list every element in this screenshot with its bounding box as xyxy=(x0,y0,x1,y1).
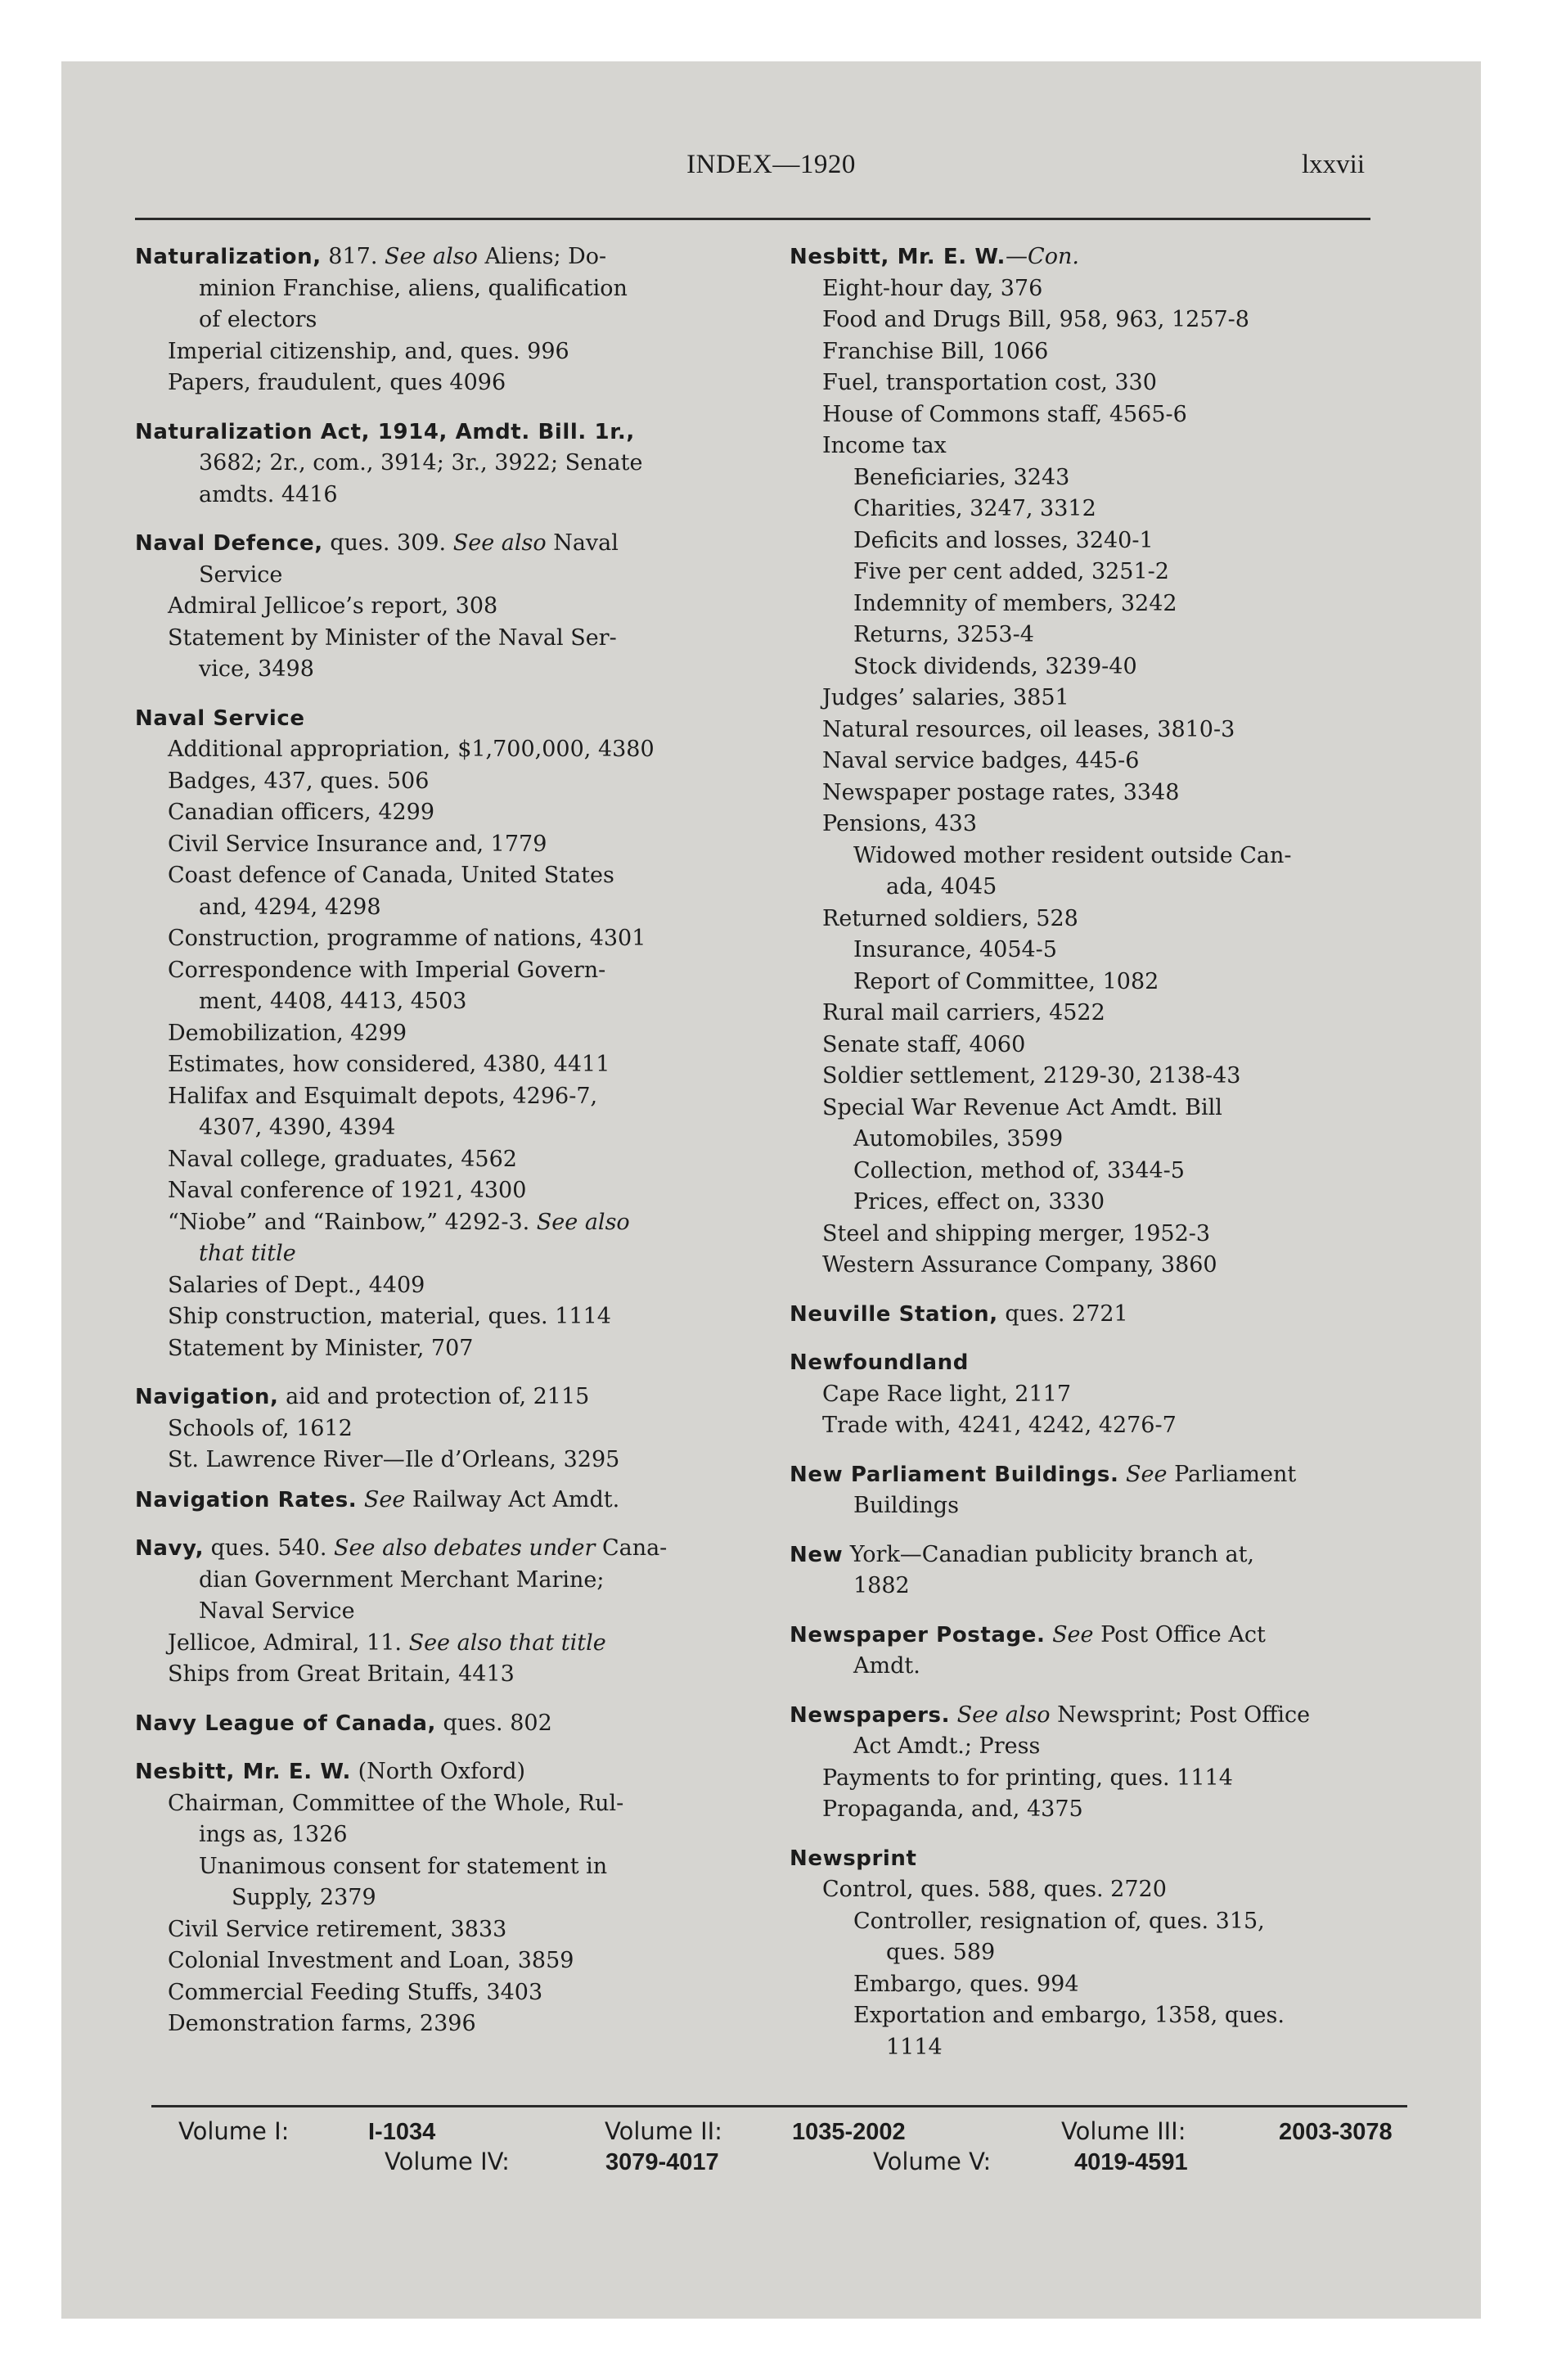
entry-subline xyxy=(135,560,822,592)
index-entry xyxy=(135,528,822,686)
entry-text: ques. 589 xyxy=(886,1940,996,1965)
volume-2-label: Volume II: xyxy=(605,2117,722,2145)
entry-text: Naval xyxy=(546,530,619,556)
entry-subline xyxy=(790,1651,1405,1683)
entry-text: Control, ques. 588, ques. 2720 xyxy=(822,1877,1167,1902)
right-column xyxy=(790,241,1405,2080)
entry-subline xyxy=(790,557,1405,588)
entry-subline xyxy=(790,367,1405,399)
entry-text: Salaries of Dept., 4409 xyxy=(168,1272,425,1298)
entry-text: Cana- xyxy=(595,1535,668,1561)
entry-text: 4307, 4390, 4394 xyxy=(199,1115,396,1140)
left-column xyxy=(135,241,822,2058)
index-entry xyxy=(790,1620,1405,1683)
entry-subline xyxy=(135,1914,822,1946)
entry-text xyxy=(1118,1462,1126,1487)
headword: Navigation Rates. xyxy=(135,1487,358,1512)
headword: Naturalization, xyxy=(135,245,322,269)
entry-text: Fuel, transportation cost, 330 xyxy=(822,370,1157,395)
entry-subline xyxy=(135,304,822,336)
entry-text: Admiral Jellicoe’s report, 308 xyxy=(168,593,498,619)
entry-text: House of Commons staff, 4565-6 xyxy=(822,401,1187,427)
entry-subline xyxy=(790,1937,1405,1969)
entry-subline xyxy=(790,778,1405,809)
entry-subline xyxy=(135,1659,822,1691)
entry-subline xyxy=(135,766,822,798)
entry-text: St. Lawrence River—Ile d’Orleans, 3295 xyxy=(168,1447,620,1472)
entry-text: Construction, programme of nations, 4301 xyxy=(168,926,646,951)
entry-subline xyxy=(790,525,1405,557)
entry-text: Demonstration farms, 2396 xyxy=(168,2011,476,2036)
entry-subline xyxy=(790,588,1405,620)
entry-subline xyxy=(135,480,822,512)
entry-text: Railway Act Amdt. xyxy=(405,1486,620,1512)
entry-subline xyxy=(790,1124,1405,1156)
entry-text: Unanimous consent for statement in xyxy=(199,1853,608,1879)
entry-text: 817. xyxy=(321,244,385,269)
entry-text: Cape Race light, 2117 xyxy=(822,1381,1072,1407)
entry-subline xyxy=(790,1763,1405,1795)
entry-text: Newsprint; Post Office xyxy=(1050,1702,1311,1728)
entry-text: Buildings xyxy=(853,1493,959,1518)
entry-subline xyxy=(135,797,822,829)
entry-text xyxy=(357,1487,364,1512)
entry-text: Statement by Minister, 707 xyxy=(168,1335,474,1361)
entry-text: Insurance, 4054-5 xyxy=(853,937,1057,962)
entry-subline xyxy=(135,1628,822,1660)
entry-text: Ship construction, material, ques. 1114 xyxy=(168,1304,611,1329)
entry-text: 1882 xyxy=(853,1573,910,1598)
entry-subline xyxy=(135,1445,822,1476)
entry-text: Trade with, 4241, 4242, 4276-7 xyxy=(822,1413,1177,1438)
headword: Nesbitt, Mr. E. W. xyxy=(790,245,1006,269)
headword: Naval Defence, xyxy=(135,531,323,556)
entry-heading-line xyxy=(790,1459,1405,1491)
entry-subline xyxy=(135,1788,822,1820)
index-entry xyxy=(790,1299,1405,1331)
entry-text: Civil Service Insurance and, 1779 xyxy=(168,831,547,857)
entry-subline xyxy=(790,1187,1405,1219)
see-reference: See also xyxy=(956,1702,1051,1728)
entry-subline xyxy=(790,872,1405,904)
entry-text: Collection, method of, 3344-5 xyxy=(853,1157,1185,1183)
volume-4-range: 3079-4017 xyxy=(605,2149,719,2175)
headword: Newfoundland xyxy=(790,1350,969,1375)
entry-text: Naval Service xyxy=(199,1598,355,1624)
entry-text: Soldier settlement, 2129-30, 2138-43 xyxy=(822,1063,1241,1089)
volume-1-label: Volume I: xyxy=(178,2117,290,2145)
entry-text: Special War Revenue Act Amdt. Bill xyxy=(822,1094,1222,1120)
entry-text: Papers, fraudulent, ques 4096 xyxy=(168,370,506,395)
entry-subline xyxy=(135,892,822,924)
entry-subline xyxy=(790,998,1405,1030)
entry-subline xyxy=(790,809,1405,841)
entry-text: Amdt. xyxy=(853,1653,920,1679)
entry-text: amdts. 4416 xyxy=(199,481,338,507)
index-page xyxy=(61,61,1481,2319)
entry-heading-line xyxy=(790,1347,1405,1379)
entry-heading-line xyxy=(790,1539,1405,1571)
entry-subline xyxy=(135,654,822,686)
entry-text: vice, 3498 xyxy=(199,656,314,682)
entry-subline xyxy=(135,1413,822,1445)
entry-subline xyxy=(790,1794,1405,1826)
entry-subline xyxy=(135,336,822,368)
entry-subline xyxy=(790,1061,1405,1093)
entry-text: Automobiles, 3599 xyxy=(853,1126,1064,1152)
entry-heading-line xyxy=(135,1485,822,1517)
entry-text: Five per cent added, 3251-2 xyxy=(853,559,1169,584)
entry-text: Eight-hour day, 376 xyxy=(822,275,1043,301)
entry-subline xyxy=(135,986,822,1018)
entry-subline xyxy=(790,304,1405,336)
entry-heading-line xyxy=(135,241,822,273)
entry-subline xyxy=(790,746,1405,778)
entry-text: ment, 4408, 4413, 4503 xyxy=(199,989,467,1014)
see-reference: See also xyxy=(536,1209,630,1235)
entry-text: Additional appropriation, $1,700,000, 4380 xyxy=(168,737,655,762)
entry-subline xyxy=(135,1112,822,1144)
entry-subline xyxy=(790,1030,1405,1062)
see-reference: See xyxy=(363,1486,406,1512)
entry-subline xyxy=(135,1565,822,1597)
entry-subline xyxy=(135,1238,822,1270)
entry-text: Colonial Investment and Loan, 3859 xyxy=(168,1948,574,1973)
entry-text: 3682; 2r., com., 3914; 3r., 3922; Senate xyxy=(199,450,643,476)
entry-text: ings as, 1326 xyxy=(199,1822,348,1847)
volume-2-range: 1035-2002 xyxy=(792,2119,906,2145)
see-reference: See also xyxy=(452,530,547,556)
volume-4-label: Volume IV: xyxy=(385,2148,510,2175)
entry-subline xyxy=(790,935,1405,967)
entry-subline xyxy=(135,2008,822,2040)
entry-text: of electors xyxy=(199,307,317,332)
entry-subline xyxy=(790,1490,1405,1522)
entry-text: Naval service badges, 445-6 xyxy=(822,748,1140,773)
entry-subline xyxy=(790,683,1405,714)
entry-text: minion Franchise, aliens, qualification xyxy=(199,275,628,301)
index-entry xyxy=(135,1533,822,1691)
entry-subline xyxy=(135,1081,822,1113)
entry-text: Senate staff, 4060 xyxy=(822,1031,1026,1057)
entry-subline xyxy=(135,1018,822,1050)
see-reference: See also xyxy=(385,244,478,269)
headword: Naturalization Act, 1914, Amdt. Bill. 1r., xyxy=(135,419,635,444)
entry-subline xyxy=(135,1596,822,1628)
entry-subline xyxy=(135,623,822,655)
entry-subline xyxy=(135,1945,822,1977)
entry-text: Chairman, Committee of the Whole, Rul- xyxy=(168,1790,624,1816)
page-number: lxxvii xyxy=(1301,150,1365,179)
entry-subline xyxy=(135,734,822,766)
entry-subline xyxy=(790,1250,1405,1282)
entry-subline xyxy=(790,430,1405,462)
entry-text: York—Canadian publicity branch at, xyxy=(843,1541,1255,1567)
entry-text: Judges’ salaries, 3851 xyxy=(822,685,1069,710)
entry-text: Income tax xyxy=(822,433,947,458)
entry-text: Charities, 3247, 3312 xyxy=(853,496,1096,521)
index-entry xyxy=(135,1756,822,2040)
entry-text: Demobilization, 4299 xyxy=(168,1020,407,1046)
entry-subline xyxy=(790,904,1405,935)
volume-3-label: Volume III: xyxy=(1061,2117,1186,2145)
index-entry xyxy=(135,241,822,399)
entry-subline xyxy=(790,1410,1405,1442)
entry-subline xyxy=(790,1571,1405,1602)
entry-subline xyxy=(135,367,822,399)
entry-heading-line xyxy=(135,1708,822,1740)
entry-subline xyxy=(790,494,1405,525)
index-entry xyxy=(135,1485,822,1517)
see-reference: See also debates under xyxy=(334,1535,596,1561)
entry-subline xyxy=(790,2032,1405,2064)
index-entry xyxy=(135,703,822,1365)
entry-subline xyxy=(135,1175,822,1207)
volume-5-range: 4019-4591 xyxy=(1074,2149,1188,2175)
entry-text: Controller, resignation of, ques. 315, xyxy=(853,1908,1265,1934)
index-entry xyxy=(790,1347,1405,1442)
index-entry xyxy=(790,1459,1405,1522)
entry-text: Propaganda, and, 4375 xyxy=(822,1796,1083,1822)
header-rule xyxy=(135,218,1370,220)
entry-subline xyxy=(790,2000,1405,2032)
entry-subline xyxy=(790,336,1405,368)
entry-text: Stock dividends, 3239-40 xyxy=(853,653,1137,679)
entry-text: Rural mail carriers, 4522 xyxy=(822,1000,1105,1025)
entry-heading-line xyxy=(135,1382,822,1413)
entry-text: Returned soldiers, 528 xyxy=(822,905,1078,931)
entry-text: Schools of, 1612 xyxy=(168,1415,353,1441)
entry-subline xyxy=(135,1049,822,1081)
entry-text: Correspondence with Imperial Govern- xyxy=(168,957,606,983)
entry-text: Beneficiaries, 3243 xyxy=(853,464,1070,490)
entry-subline xyxy=(135,1270,822,1302)
entry-subline xyxy=(135,923,822,955)
entry-heading-line xyxy=(790,1700,1405,1732)
entry-heading-line xyxy=(790,241,1405,273)
entry-text: Natural resources, oil leases, 3810-3 xyxy=(822,716,1235,742)
entry-text: Payments to for printing, ques. 1114 xyxy=(822,1765,1233,1791)
entry-text: ques. 540. xyxy=(204,1535,335,1561)
entry-text: Exportation and embargo, 1358, ques. xyxy=(853,2003,1285,2028)
entry-text: Deficits and losses, 3240-1 xyxy=(853,527,1154,553)
see-reference: that title xyxy=(199,1241,296,1266)
entry-text: Jellicoe, Admiral, 11. xyxy=(168,1629,409,1656)
headword: Nesbitt, Mr. E. W. xyxy=(135,1760,352,1784)
headword: Naval Service xyxy=(135,705,305,731)
entry-text: Supply, 2379 xyxy=(232,1885,376,1910)
entry-subline xyxy=(135,829,822,861)
entry-subline xyxy=(790,399,1405,431)
running-title: INDEX—1920 xyxy=(686,150,856,179)
entry-subline xyxy=(135,1333,822,1365)
entry-heading-line xyxy=(135,1533,822,1565)
volume-1-range: I-1034 xyxy=(368,2119,436,2145)
entry-subline xyxy=(790,651,1405,683)
entry-subline xyxy=(790,620,1405,651)
entry-text: 1114 xyxy=(886,2034,943,2060)
index-entry xyxy=(790,1700,1405,1826)
see-reference: Con. xyxy=(1028,244,1079,269)
entry-heading-line xyxy=(135,528,822,560)
headword: Newspaper Postage. xyxy=(790,1622,1046,1648)
entry-text: Post Office Act xyxy=(1093,1621,1266,1648)
entry-text: “Niobe” and “Rainbow,” 4292-3. xyxy=(168,1209,537,1235)
entry-subline xyxy=(135,860,822,892)
entry-text: ques. 802 xyxy=(435,1710,552,1736)
entry-subline xyxy=(790,1379,1405,1411)
entry-text: Coast defence of Canada, United States xyxy=(168,863,614,888)
index-entry xyxy=(135,1382,822,1476)
entry-text: Franchise Bill, 1066 xyxy=(822,338,1049,364)
entry-text: Civil Service retirement, 3833 xyxy=(168,1916,507,1942)
see-reference: See also that title xyxy=(408,1629,606,1656)
headword: Newspapers. xyxy=(790,1702,951,1728)
entry-text: and, 4294, 4298 xyxy=(199,894,381,920)
entry-heading-line xyxy=(790,1299,1405,1331)
entry-text: Imperial citizenship, and, ques. 996 xyxy=(168,338,569,364)
entry-text: Act Amdt.; Press xyxy=(853,1733,1041,1759)
index-entry xyxy=(790,1843,1405,2064)
entry-text: Statement by Minister of the Naval Ser- xyxy=(168,624,617,651)
entry-heading-line xyxy=(790,1620,1405,1652)
entry-text: Aliens; Do- xyxy=(477,244,607,269)
entry-subline xyxy=(135,1882,822,1914)
entry-text: Returns, 3253-4 xyxy=(853,622,1034,647)
entry-text: Halifax and Esquimalt depots, 4296-7, xyxy=(168,1083,598,1109)
entry-text: Indemnity of members, 3242 xyxy=(853,590,1177,616)
entry-subline xyxy=(790,967,1405,998)
entry-subline xyxy=(135,1144,822,1176)
entry-text: Embargo, ques. 994 xyxy=(853,1971,1079,1997)
entry-heading-line xyxy=(135,1756,822,1788)
entry-subline xyxy=(790,1093,1405,1125)
entry-text: Widowed mother resident outside Can- xyxy=(853,842,1292,868)
headword: Navy, xyxy=(135,1536,205,1561)
entry-text xyxy=(1045,1622,1052,1648)
entry-heading-line xyxy=(135,703,822,735)
entry-text: Commercial Feeding Stuffs, 3403 xyxy=(168,1979,543,2005)
entry-subline xyxy=(790,1731,1405,1763)
entry-heading-line xyxy=(135,417,822,449)
entry-subline xyxy=(135,955,822,987)
entry-text: aid and protection of, 2115 xyxy=(278,1384,590,1409)
entry-text: Food and Drugs Bill, 958, 963, 1257-8 xyxy=(822,307,1249,332)
headword: Navigation, xyxy=(135,1385,279,1409)
entry-subline xyxy=(790,1156,1405,1188)
entry-subline xyxy=(790,714,1405,746)
footer-rule xyxy=(151,2105,1407,2107)
entry-heading-line xyxy=(790,1843,1405,1875)
entry-subline xyxy=(135,591,822,623)
entry-subline xyxy=(135,1819,822,1851)
entry-subline xyxy=(135,1977,822,2009)
entry-text: Service xyxy=(199,561,283,588)
see-reference: See xyxy=(1126,1461,1168,1487)
entry-subline xyxy=(790,273,1405,305)
entry-subline xyxy=(135,1301,822,1333)
page-header xyxy=(61,150,1481,191)
entry-subline xyxy=(135,448,822,480)
see-reference: See xyxy=(1052,1621,1094,1648)
entry-text: ada, 4045 xyxy=(886,874,997,899)
entry-text: Report of Committee, 1082 xyxy=(853,968,1159,994)
entry-text: Naval conference of 1921, 4300 xyxy=(168,1178,527,1203)
index-entry xyxy=(790,1539,1405,1602)
entry-text: Naval college, graduates, 4562 xyxy=(168,1146,517,1172)
volume-3-range: 2003-3078 xyxy=(1279,2119,1393,2145)
entry-subline xyxy=(135,1851,822,1883)
headword: New Parliament Buildings. xyxy=(790,1462,1119,1487)
entry-text: Canadian officers, 4299 xyxy=(168,800,435,825)
entry-text: — xyxy=(1006,244,1028,269)
entry-text: dian Government Merchant Marine; xyxy=(199,1566,605,1593)
entry-text: Badges, 437, ques. 506 xyxy=(168,768,430,794)
entry-subline xyxy=(790,1874,1405,1906)
entry-text xyxy=(950,1702,957,1728)
headword: Navy League of Canada, xyxy=(135,1711,436,1736)
entry-subline xyxy=(790,841,1405,872)
entry-subline xyxy=(790,462,1405,494)
headword: Newsprint xyxy=(790,1846,917,1871)
entry-subline xyxy=(135,1207,822,1239)
entry-text: Western Assurance Company, 3860 xyxy=(822,1252,1217,1278)
volume-5-label: Volume V: xyxy=(873,2148,992,2175)
entry-text: Ships from Great Britain, 4413 xyxy=(168,1661,515,1687)
entry-text: Prices, effect on, 3330 xyxy=(853,1189,1105,1215)
entry-subline xyxy=(790,1906,1405,1938)
headword: New xyxy=(790,1542,844,1567)
entry-text: Steel and shipping merger, 1952-3 xyxy=(822,1220,1211,1246)
index-entry xyxy=(135,417,822,512)
headword: Neuville Station, xyxy=(790,1301,998,1327)
entry-text: Pensions, 433 xyxy=(822,811,978,836)
entry-text: ques. 2721 xyxy=(997,1300,1128,1327)
entry-text: Estimates, how considered, 4380, 4411 xyxy=(168,1052,610,1077)
entry-text: (North Oxford) xyxy=(351,1759,526,1784)
index-entry xyxy=(135,1708,822,1740)
entry-subline xyxy=(135,273,822,305)
entry-subline xyxy=(790,1219,1405,1251)
entry-text: Parliament xyxy=(1167,1461,1297,1487)
index-entry xyxy=(790,241,1405,1282)
entry-text: Newspaper postage rates, 3348 xyxy=(822,779,1180,805)
entry-text: ques. 309. xyxy=(322,530,453,556)
entry-subline xyxy=(790,1969,1405,2001)
